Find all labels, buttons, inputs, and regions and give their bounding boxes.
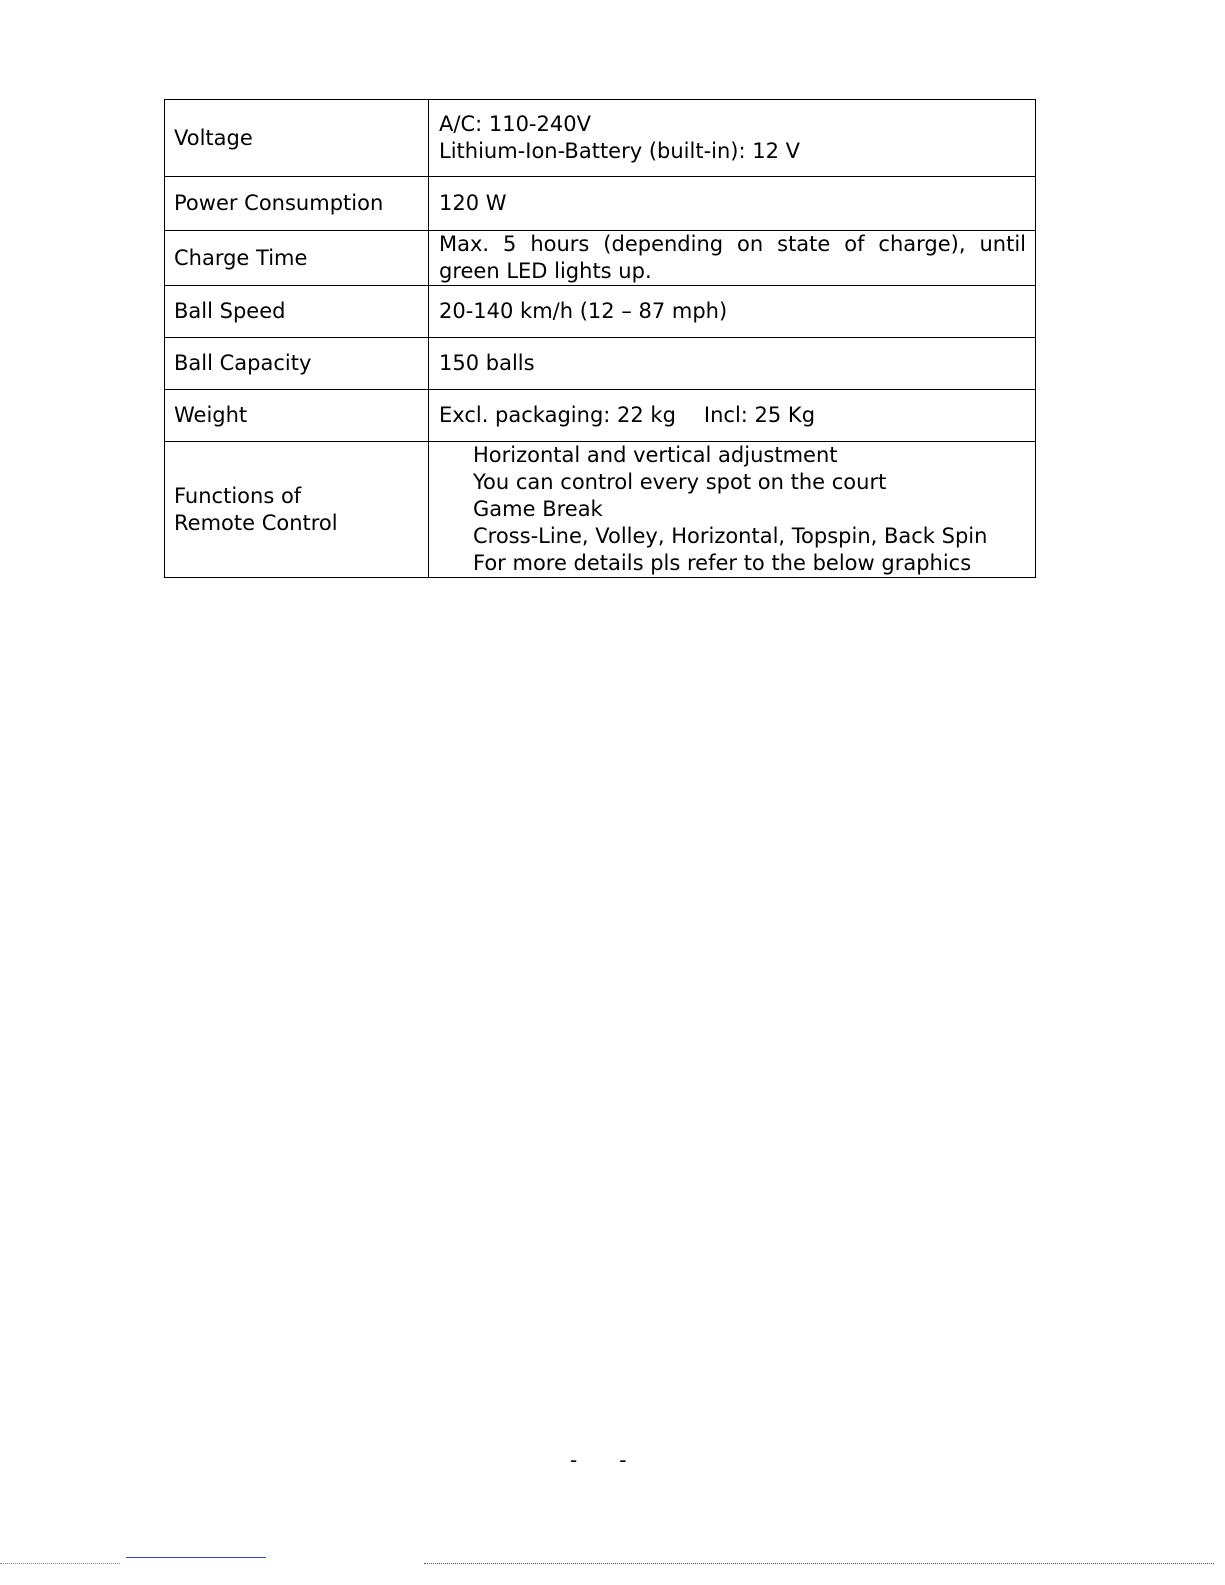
value-charge-time <box>429 231 1036 286</box>
table-row-weight <box>165 390 1036 442</box>
table-row-remote-functions <box>165 442 1036 578</box>
remote-functions-list <box>439 442 1026 577</box>
table-row-power <box>165 177 1036 231</box>
value-voltage-battery: Lithium-Ion-Battery (built-in): 12 V <box>439 139 800 163</box>
value-voltage <box>429 100 1036 177</box>
footer-divider <box>424 1563 1214 1564</box>
label-weight: Weight <box>165 390 429 442</box>
value-power: 120 W <box>429 177 1036 231</box>
table-row-charge-time <box>165 231 1036 286</box>
label-remote-functions-line2: Remote Control <box>174 510 338 535</box>
list-item: Cross-Line, Volley, Horizontal, Topspin, Back Spin <box>473 524 988 548</box>
value-weight-excl: Excl. packaging: 22 kg <box>439 403 676 427</box>
table-row-ball-speed <box>165 286 1036 338</box>
label-charge-time: Charge Time <box>165 231 429 286</box>
footer-divider-left <box>0 1563 120 1564</box>
label-ball-speed: Ball Speed <box>165 286 429 338</box>
table-row-ball-capacity <box>165 338 1036 390</box>
value-charge-time-text: Max. 5 hours (depending on state of charge), until green LED lights up. <box>439 232 1026 283</box>
label-power: Power Consumption <box>165 177 429 231</box>
table-row-voltage <box>165 100 1036 177</box>
value-remote-functions <box>429 442 1036 578</box>
value-weight <box>429 390 1036 442</box>
value-weight-incl: Incl: 25 Kg <box>703 403 816 427</box>
footer-link-underline <box>126 1557 266 1558</box>
label-remote-functions <box>165 442 429 578</box>
label-remote-functions-line1: Functions of <box>174 483 302 508</box>
page-mark-left: - <box>570 1448 578 1472</box>
label-ball-capacity: Ball Capacity <box>165 338 429 390</box>
list-item: Game Break <box>473 497 603 521</box>
value-voltage-ac: A/C: 110-240V <box>439 112 591 136</box>
page-mark-right: - <box>619 1448 627 1472</box>
list-item: For more details pls refer to the below graphics <box>473 551 972 575</box>
value-ball-capacity: 150 balls <box>429 338 1036 390</box>
value-ball-speed: 20-140 km/h (12 – 87 mph) <box>429 286 1036 338</box>
list-item: Horizontal and vertical adjustment <box>473 443 838 467</box>
spec-table <box>164 99 1036 578</box>
list-item: You can control every spot on the court <box>473 470 887 494</box>
page-number-marks <box>570 1448 626 1472</box>
label-voltage: Voltage <box>165 100 429 177</box>
